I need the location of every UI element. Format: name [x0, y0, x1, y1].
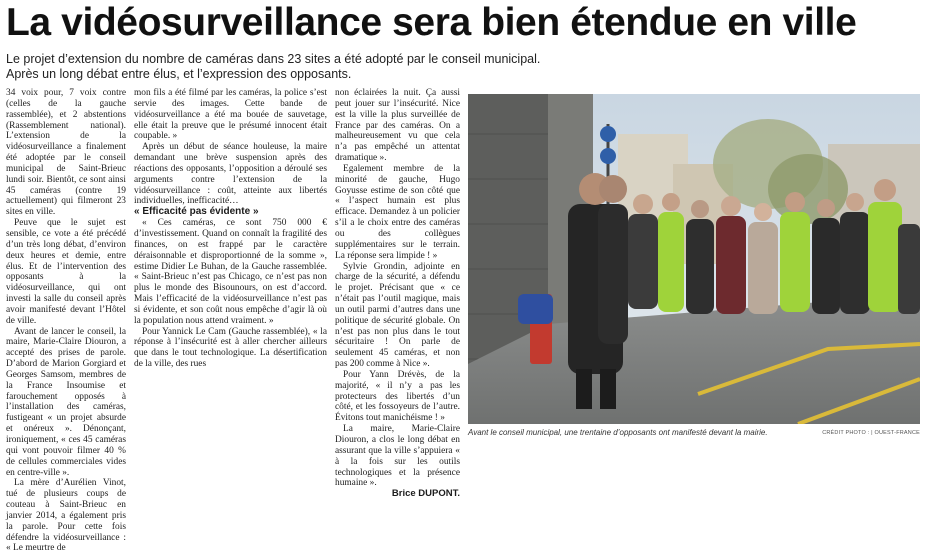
photo-caption: Avant le conseil municipal, une trentaine d’opposants ont manifesté devant la mairie.	[468, 428, 768, 437]
lead-line-1: Le projet d’extension du nombre de caméras dans 23 sites a été adopté par le conseil municipal.	[6, 52, 541, 66]
paragraph: Avant de lancer le conseil, la maire, Marie-Claire Diouron, a accepté des prises de parole. D’abord de Marion Gorgiard et Georges Samsom, membres de la France Insoumise et farouchement opposés à l’installation des caméras, fustigeant « un projet absurde et onéreux ». Dénonçant, ironiquement, « ces 45 caméras qui vont pouvoir filmer 40 % de cellules commerciales vides en centre-ville ».	[6, 326, 126, 478]
paragraph: La maire, Marie-Claire Diouron, a clos le long débat en assurant que la ville s’appuiera « à la fois sur les outils technologiques et la présence humaine ».	[335, 424, 460, 489]
section-subheading: « Efficacité pas évidente »	[134, 206, 259, 218]
paragraph: Sylvie Grondin, adjointe en charge de la sécurité, a défendu le projet. Précisant que « ce n’était pas l’outil magique, mais un outil parmi d’autres dans une politique de sécurité globale. On n’est pas non plus dans le tout sécuritaire ! On parle de seulement 45 caméras, et non pas 200 comme à Nice ».	[335, 261, 460, 370]
paragraph: Peuve que le sujet est sensible, ce vote a été précédé d’un très long débat, d’environ deux heures et demie, entre élus. Et de l’intervention des opposants à la vidéosurveillance, qui ont investi la salle du conseil après avoir manifesté devant l’Hôtel de ville.	[6, 218, 126, 326]
paragraph: « Ces caméras, ce sont 750 000 € d’investissement. Quand on connaît la fragilité des finances, on est frappé par le caractère déraisonnable et disproportionné de la somme », estime Didier Le Buhan, de la Gauche rassemblée. « Saint-Brieuc n’est pas Chicago, ce n’est pas non plus le monde des Bisounours, on est d’accord. Mais l’efficacité de la vidéosurveillance n’est pas si évidente, et son coût nous empêche d’agir là où la population nous attend vraiment. »	[134, 218, 327, 326]
article-column-3	[335, 88, 460, 500]
photo-credit	[822, 430, 920, 436]
article-column-1	[6, 88, 126, 554]
article-column-2	[134, 88, 327, 370]
article-photo	[468, 94, 920, 424]
article-headline: La vidéosurveillance sera bien étendue en ville	[6, 1, 857, 44]
lead-line-2: Après un long débat entre élus, et l’expression des opposants.	[6, 67, 352, 81]
photo-credit-source: | OUEST-FRANCE	[871, 430, 920, 436]
article-byline: Brice DUPONT.	[391, 488, 460, 500]
article-lead	[6, 52, 906, 82]
photo-illustration	[468, 94, 920, 424]
paragraph: 34 voix pour, 7 voix contre (celles de la gauche rassemblée), et 2 abstentions (Rassemblement national). L’extension de la vidéosurveillance a finalement été adoptée par le conseil municipal de Saint-Brieuc lundi soir. Bientôt, ce sont ainsi 45 caméras (contre 19 actuellement) qui filmeront 23 sites en ville.	[6, 88, 126, 218]
paragraph: Après un début de séance houleuse, la maire demandant une brève suspension après des réactions des opposants, l’opposition a déroulé ses arguments contre l’extension de la vidéosurveillance : coût, atteinte aux libertés individuelles, inefficacité…	[134, 142, 327, 207]
paragraph: Egalement membre de la minorité de gauche, Hugo Goyusse estime de son côté que « l’aspect humain est plus efficace. Demandez à un policier s’il a le choix entre des caméras ou des collègues supplémentaires sur le terrain. La réponse sera limpide ! »	[335, 163, 460, 261]
paragraph: non éclairées la nuit. Ça aussi peut jouer sur l’insécurité. Nice est la ville la plus surveillée de France par des caméras. On a malheureusement vu que cela n’a pas empêché un attentat dramatique ».	[335, 88, 460, 164]
paragraph: Pour Yann Drévès, de la majorité, « il n’y a pas les protecteurs des libertés d’un côté, et les fossoyeurs de l’autre. Évitons tout manichéisme ! »	[335, 369, 460, 424]
photo-credit-prefix: CRÉDIT PHOTO :	[822, 430, 870, 436]
paragraph: Pour Yannick Le Cam (Gauche rassemblée), « la réponse à l’insécurité est à aller chercher ailleurs que dans le tout technologique. La désertification de la ville, des rues	[134, 326, 327, 370]
paragraph: La mère d’Aurélien Vinot, tué de plusieurs coups de couteau à Saint-Brieuc en janvier 2014, a également pris la parole. Pour cette fois défendre la vidéosurveillance : « Le meurtre de	[6, 478, 126, 554]
paragraph: mon fils a été filmé par les caméras, la police s’est servie des images. Cette bande de vidéosurveillance a été ma bouée de sauvetage, elle était la preuve que le présumé innocent était coupable. »	[134, 88, 327, 142]
